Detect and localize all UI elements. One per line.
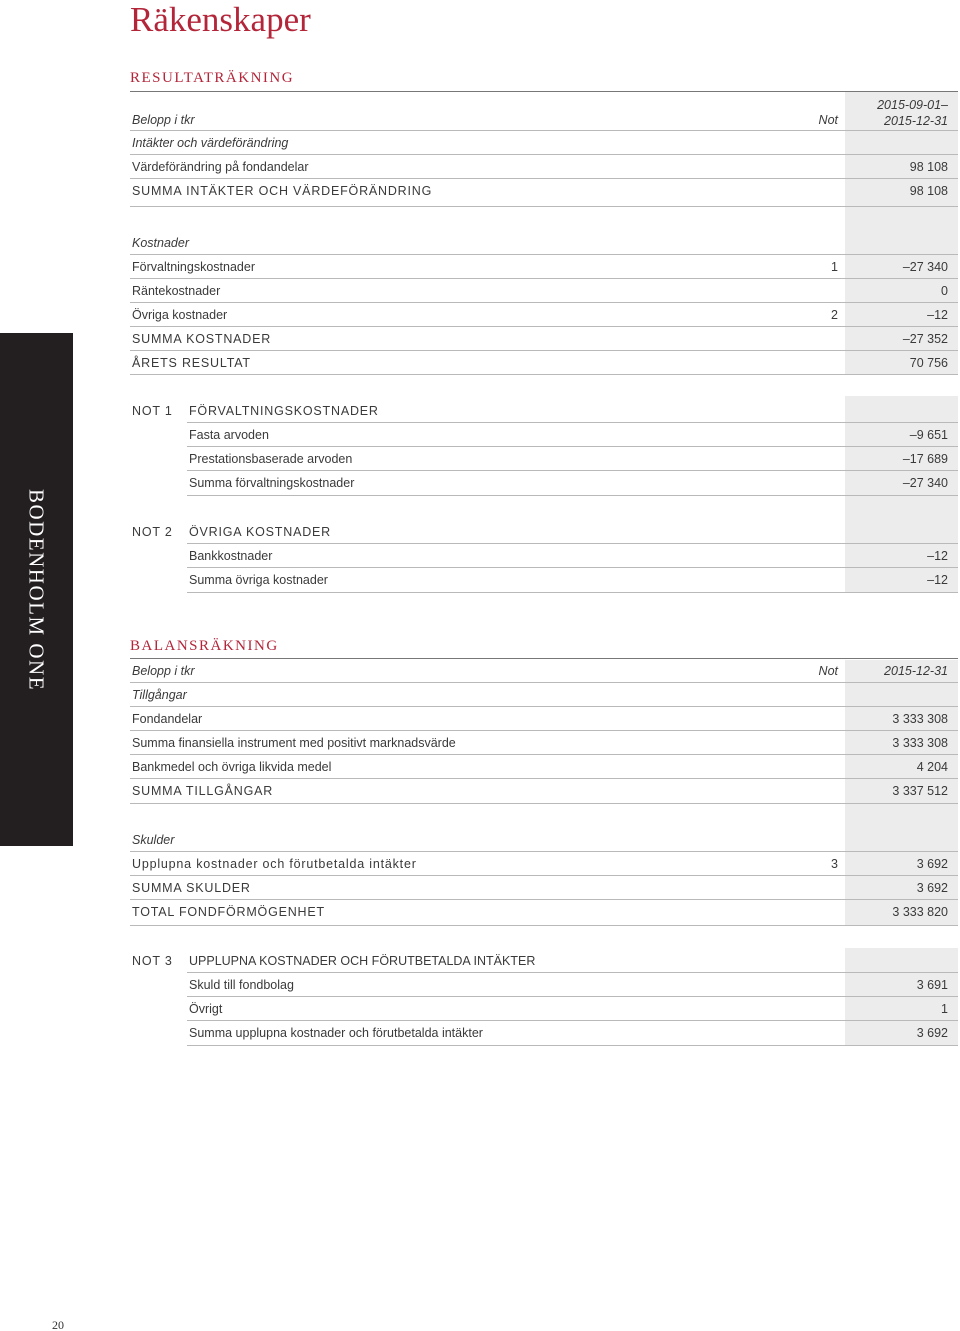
- balance-header-row: [0, 659, 960, 683]
- note-heading: FÖRVALTNINGSKOSTNADER: [189, 404, 379, 418]
- row-value: 1: [941, 1002, 948, 1016]
- row-value: 3 337 512: [892, 784, 948, 798]
- row-value: 98 108: [909, 184, 948, 198]
- table-row: [0, 876, 960, 900]
- row-label: Värdeförändring på fondandelar: [132, 160, 309, 174]
- table-row: [0, 755, 960, 779]
- table-row: [0, 707, 960, 731]
- row-label: Skuld till fondbolag: [189, 978, 294, 992]
- group-row: [0, 683, 960, 707]
- group-row: [0, 828, 960, 852]
- divider: [130, 925, 958, 926]
- row-value: –27 340: [902, 476, 948, 490]
- note-header-row: [0, 399, 960, 423]
- table-row: [0, 973, 960, 997]
- table-row: [0, 731, 960, 755]
- row-label: Upplupna kostnader och förutbetalda intäkter: [132, 857, 417, 871]
- row-label: SUMMA INTÄKTER OCH VÄRDEFÖRÄNDRING: [132, 184, 433, 198]
- table-row: [0, 303, 960, 327]
- row-label: SUMMA TILLGÅNGAR: [132, 784, 274, 798]
- page-number: 20: [52, 1318, 64, 1331]
- row-value: –9 651: [909, 428, 948, 442]
- column-label: Belopp i tkr: [132, 664, 195, 678]
- note-heading: ÖVRIGA KOSTNADER: [189, 525, 331, 539]
- table-row: [0, 1021, 960, 1045]
- row-label: ÅRETS RESULTAT: [132, 356, 251, 370]
- row-label: SUMMA KOSTNADER: [132, 332, 272, 346]
- row-label: Övrigt: [189, 1002, 223, 1016]
- page-title: Räkenskaper: [130, 0, 311, 39]
- note-header-row: [0, 520, 960, 544]
- row-value: 4 204: [916, 760, 948, 774]
- row-label: Summa upplupna kostnader och förutbetalda intäkter: [189, 1026, 483, 1040]
- table-row: [0, 255, 960, 279]
- row-note: 3: [831, 857, 838, 871]
- row-value: –27 340: [902, 260, 948, 274]
- income-statement-heading: RESULTATRÄKNING: [130, 70, 295, 86]
- table-row: [0, 852, 960, 876]
- balance-sheet-heading: BALANSRÄKNING: [130, 638, 279, 654]
- row-value: –17 689: [902, 452, 948, 466]
- table-row: [0, 544, 960, 568]
- group-label: Skulder: [132, 833, 175, 847]
- row-label: Fondandelar: [132, 712, 203, 726]
- group-row: [0, 231, 960, 255]
- divider: [187, 592, 958, 593]
- group-label: Kostnader: [132, 236, 189, 250]
- row-value: 3 692: [916, 881, 948, 895]
- row-value: 3 692: [916, 857, 948, 871]
- note-header-row: [0, 949, 960, 973]
- table-row: [0, 327, 960, 351]
- row-label: Bankmedel och övriga likvida medel: [132, 760, 332, 774]
- column-date: 2015-12-31: [884, 664, 948, 678]
- side-tab-label: BODENHOLM ONE: [24, 488, 49, 692]
- column-period: [877, 97, 948, 129]
- row-label: Räntekostnader: [132, 284, 221, 298]
- row-label: Fasta arvoden: [189, 428, 269, 442]
- row-note: 2: [831, 308, 838, 322]
- row-value: 3 333 308: [892, 736, 948, 750]
- table-row: [0, 997, 960, 1021]
- column-note: Not: [818, 113, 838, 127]
- row-note: 1: [831, 260, 838, 274]
- table-row: [0, 900, 960, 924]
- divider: [130, 374, 958, 375]
- row-label: TOTAL FONDFÖRMÖGENHET: [132, 905, 325, 919]
- table-row: [0, 779, 960, 803]
- row-label: Summa övriga kostnader: [189, 573, 328, 587]
- table-row: [0, 471, 960, 495]
- table-row: [0, 568, 960, 592]
- row-value: –12: [927, 549, 948, 563]
- note-label: NOT 1: [132, 404, 173, 418]
- row-value: –12: [927, 308, 948, 322]
- table-row: [0, 179, 960, 203]
- table-row: [0, 423, 960, 447]
- row-label: Summa förvaltningskostnader: [189, 476, 355, 490]
- table-row: [0, 351, 960, 375]
- column-label: Belopp i tkr: [132, 113, 195, 127]
- row-value: –12: [927, 573, 948, 587]
- divider: [130, 91, 958, 92]
- table-row: [0, 279, 960, 303]
- note-label: NOT 3: [132, 954, 173, 968]
- row-value: 70 756: [909, 356, 948, 370]
- divider: [130, 206, 958, 207]
- row-value: 0: [941, 284, 948, 298]
- table-row: [0, 447, 960, 471]
- note-heading: UPPLUPNA KOSTNADER OCH FÖRUTBETALDA INTÄKTER: [189, 954, 536, 968]
- table-row: [0, 155, 960, 179]
- row-value: –27 352: [902, 332, 948, 346]
- row-value: 98 108: [909, 160, 948, 174]
- row-label: Bankkostnader: [189, 549, 273, 563]
- group-row: [0, 131, 960, 155]
- group-label: Intäkter och värdeförändring: [132, 136, 289, 150]
- group-label: Tillgångar: [132, 688, 187, 702]
- row-value: 3 333 820: [892, 905, 948, 919]
- row-label: Förvaltningskostnader: [132, 260, 255, 274]
- row-value: 3 333 308: [892, 712, 948, 726]
- row-label: SUMMA SKULDER: [132, 881, 251, 895]
- note-label: NOT 2: [132, 525, 173, 539]
- divider: [187, 1045, 958, 1046]
- period-start: 2015-09-01–: [877, 98, 948, 112]
- period-end: 2015-12-31: [884, 114, 948, 128]
- row-value: 3 691: [916, 978, 948, 992]
- income-header-row: [0, 108, 960, 132]
- column-note: Not: [818, 664, 838, 678]
- divider: [187, 495, 958, 496]
- row-label: Summa finansiella instrument med positivt marknadsvärde: [132, 736, 456, 750]
- row-value: 3 692: [916, 1026, 948, 1040]
- divider: [130, 803, 958, 804]
- row-label: Övriga kostnader: [132, 308, 228, 322]
- row-label: Prestationsbaserade arvoden: [189, 452, 353, 466]
